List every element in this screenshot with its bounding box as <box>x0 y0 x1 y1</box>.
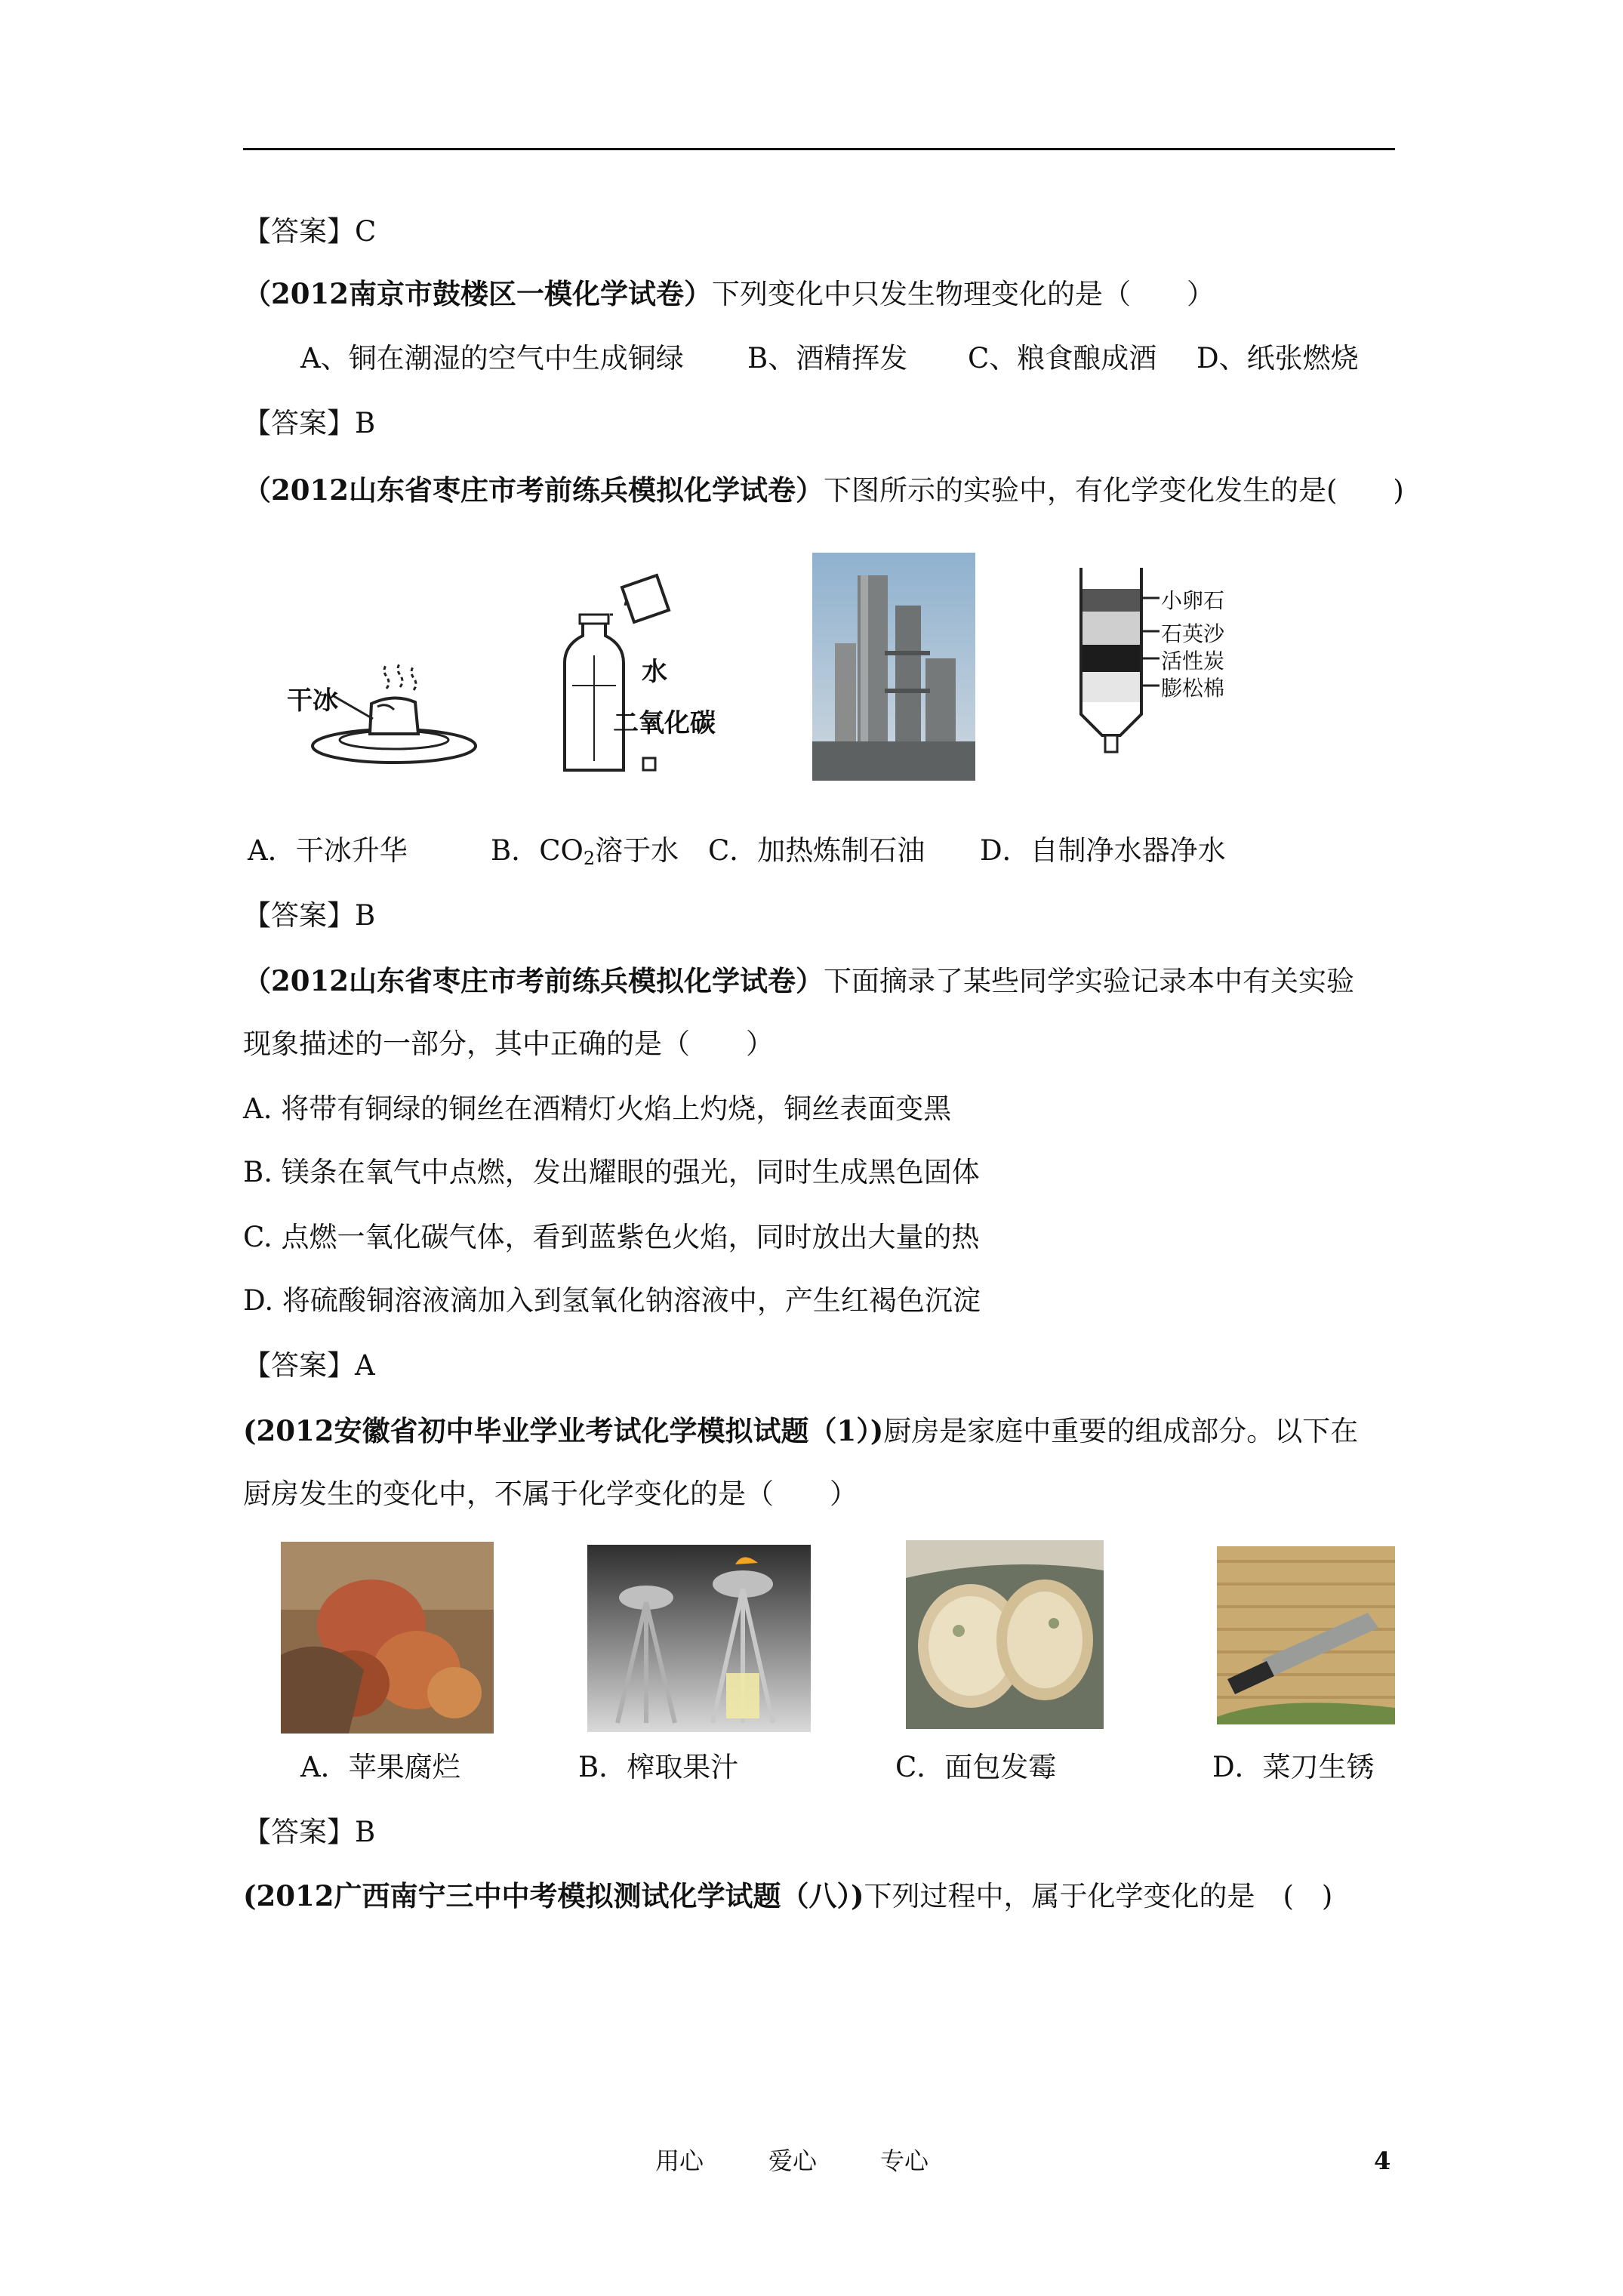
q3-option-d: D．自制净水器净水 <box>980 834 1226 867</box>
q6-stem: 下列过程中，属于化学变化的是 ( ) <box>864 1880 1333 1912</box>
q3-option-c: C．加热炼制石油 <box>708 834 925 867</box>
q4-option-a: A. 将带有铜绿的铜丝在酒精灯火焰上灼烧，铜丝表面变黑 <box>243 1093 952 1125</box>
q5-option-c: C．面包发霉 <box>895 1751 1057 1783</box>
cotton-label: 膨松棉 <box>1161 676 1225 701</box>
q2-option-d: D、纸张燃烧 <box>1196 342 1359 374</box>
q4-option-b: B. 镁条在氧气中点燃，发出耀眼的强光，同时生成黑色固体 <box>243 1156 980 1188</box>
rusty-knife-photo <box>1217 1546 1395 1724</box>
co2-label: 二氧化碳 <box>613 708 716 738</box>
q3-option-b-prefix: B．CO <box>491 834 584 867</box>
juicer-photo <box>587 1545 811 1732</box>
dry-ice-label: 干冰 <box>287 686 338 716</box>
q3-option-b-sub: 2 <box>583 848 596 869</box>
rotten-apple-photo <box>281 1542 494 1734</box>
footer-middle: 爱心 <box>768 2147 818 2175</box>
q2-question <box>243 275 1215 313</box>
q6-question <box>243 1877 1332 1915</box>
footer-left: 用心 <box>655 2147 704 2175</box>
refinery-photo <box>812 553 975 781</box>
q3-option-a: A．干冰升华 <box>248 834 408 867</box>
quartz-sand-label: 石英沙 <box>1161 621 1225 646</box>
q3-answer: 【答案】B <box>243 899 376 932</box>
header-rule <box>243 148 1395 150</box>
page-number: 4 <box>1374 2147 1391 2175</box>
q3-option-b-suffix: 溶于水 <box>595 834 679 867</box>
q3-option-b <box>491 832 679 877</box>
q1-answer: 【答案】C <box>243 215 377 248</box>
q4-stem-line2: 现象描述的一部分，其中正确的是（ ） <box>243 1028 774 1060</box>
q4-option-d: D. 将硫酸铜溶液滴加入到氢氧化钠溶液中，产生红褐色沉淀 <box>243 1284 981 1317</box>
q5-question-line1 <box>243 1412 1358 1450</box>
q4-option-c: C. 点燃一氧化碳气体，看到蓝紫色火焰，同时放出大量的热 <box>243 1221 980 1253</box>
q2-option-c: C、粮食酿成酒 <box>968 342 1157 374</box>
q4-question-line1 <box>243 962 1354 1000</box>
q3-source: （2012山东省枣庄市考前练兵模拟化学试卷） <box>243 473 824 507</box>
figure-co2-bottle <box>550 572 723 778</box>
activated-carbon-label: 活性炭 <box>1161 649 1225 673</box>
q4-answer: 【答案】A <box>243 1349 375 1382</box>
q2-stem: 下列变化中只发生物理变化的是（ ） <box>711 278 1215 310</box>
q6-source: (2012广西南宁三中中考模拟测试化学试题（八）) <box>243 1879 864 1912</box>
q5-answer: 【答案】B <box>243 1816 376 1848</box>
q3-stem: 下图所示的实验中，有化学变化发生的是( ) <box>823 474 1404 507</box>
q5-stem-line1: 厨房是家庭中重要的组成部分。以下在 <box>883 1415 1359 1447</box>
q5-stem-line2: 厨房发生的变化中，不属于化学变化的是（ ） <box>243 1478 858 1510</box>
q5-source: (2012安徽省初中毕业学业考试化学模拟试题（1）) <box>243 1414 884 1447</box>
footer-right: 专心 <box>880 2147 929 2175</box>
q2-option-b: B、酒精挥发 <box>747 342 908 374</box>
figure-water-filter <box>1072 563 1291 761</box>
q5-option-a: A．苹果腐烂 <box>300 1751 460 1783</box>
water-label: 水 <box>642 657 667 687</box>
q2-source: （2012南京市鼓楼区一模化学试卷） <box>243 277 712 310</box>
q2-answer: 【答案】B <box>243 407 376 439</box>
moldy-bread-photo <box>906 1540 1104 1729</box>
pebble-label: 小卵石 <box>1161 588 1225 613</box>
q4-stem-line1: 下面摘录了某些同学实验记录本中有关实验 <box>823 965 1354 997</box>
q2-option-a: A、铜在潮湿的空气中生成铜绿 <box>300 342 684 374</box>
q4-source: （2012山东省枣庄市考前练兵模拟化学试卷） <box>243 964 824 997</box>
q5-option-d: D．菜刀生锈 <box>1212 1751 1375 1783</box>
q3-question <box>243 471 1404 510</box>
figure-dry-ice <box>281 649 477 770</box>
q5-option-b: B．榨取果汁 <box>578 1751 739 1783</box>
